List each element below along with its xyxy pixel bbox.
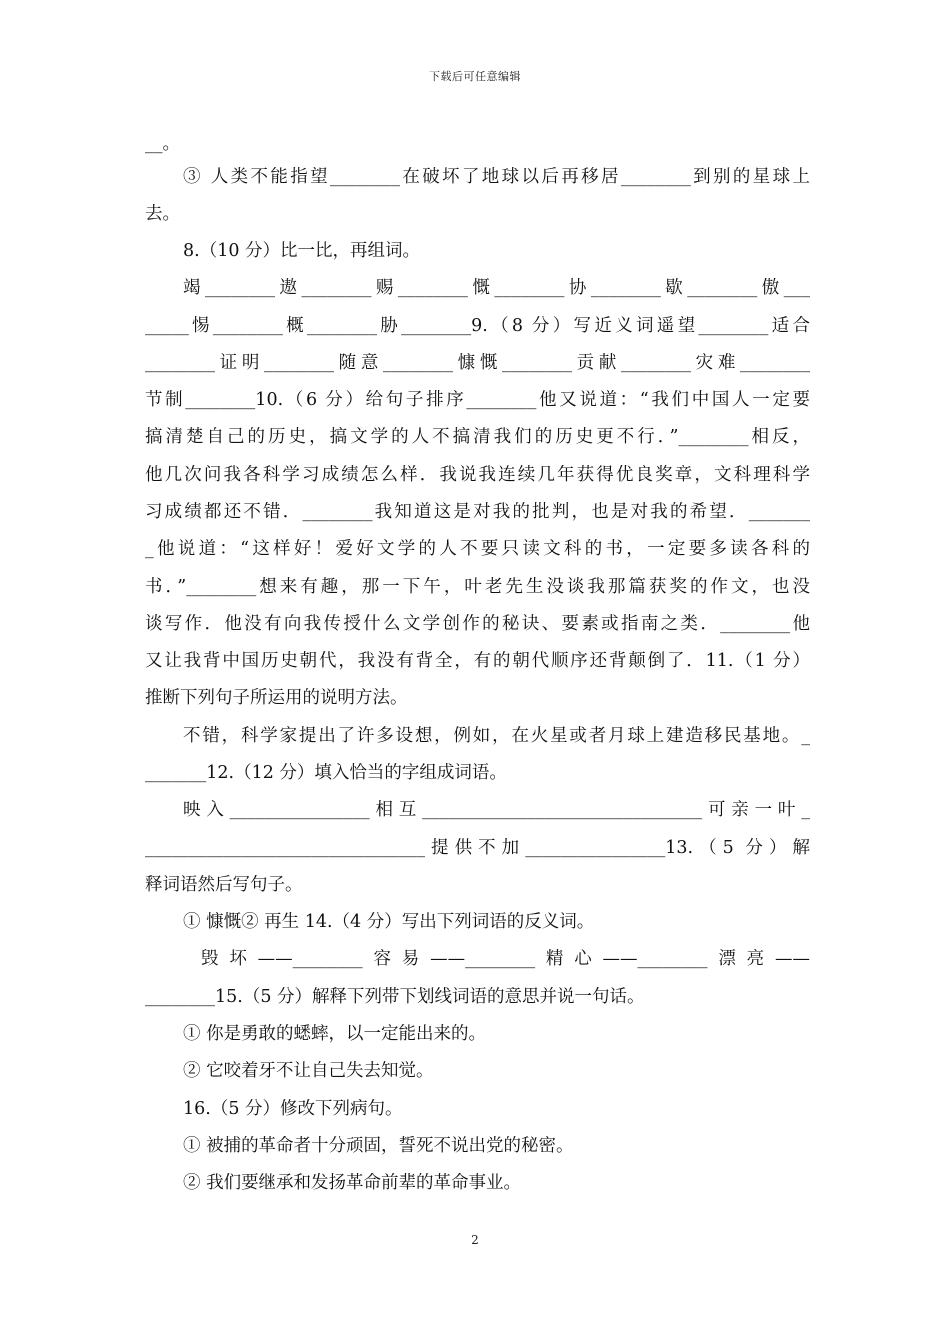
text-line: 搞清楚自己的历史，搞文学的人不搞清我们的历史更不行．”________相反， [145, 427, 810, 447]
text-line: __。 [145, 134, 180, 154]
text-line: 毁坏——________容易——________精心——________漂亮—— [201, 949, 810, 969]
text-line: ② 它咬着牙不让自己失去知觉。 [183, 1061, 434, 1081]
text-line: _____惕________概________胁________9.（8 分）写近义词遥望________适合 [145, 316, 810, 336]
text-line: ① 慷慨② 再生 14.（4 分）写出下列词语的反义词。 [183, 912, 595, 932]
text-line: 去。 [145, 204, 180, 224]
text-line: ________证明________随意________慷慨________贡献________灾难________ [145, 353, 810, 373]
text-line: 他几次问我各科学习成绩怎么样．我说我连续几年获得优良奖章，文科理科学 [145, 465, 810, 485]
text-line: ② 我们要继承和发扬革命前辈的革命事业。 [183, 1173, 522, 1193]
page-header: 下载后可任意编辑 [429, 70, 521, 83]
question-heading: 16.（5 分）修改下列病句。 [183, 1099, 403, 1119]
text-line: 推断下列句子所运用的说明方法。 [145, 688, 408, 708]
text-line: 竭________遨________赐________慨________协________歇________傲___ [183, 278, 810, 298]
text-line: ③ 人类不能指望________在破坏了地球以后再移居________到别的星球上 [183, 167, 810, 187]
text-line: 节制________10.（6 分）给句子排序________他又说道：“我们中国人一定要 [145, 390, 810, 410]
text-line: ________15.（5 分）解释下列带下划线词语的意思并说一句话。 [145, 987, 645, 1007]
text-line: ________________________________提供不加________________13.（5 分）解 [145, 838, 810, 858]
text-line: 又让我背中国历史朝代，我没有背全，有的朝代顺序还背颠倒了．11.（1 分） [145, 651, 810, 671]
text-line: _他说道：“这样好！爱好文学的人不要只读文科的书，一定要多读各科的 [145, 539, 810, 559]
question-heading: 8.（10 分）比一比，再组词。 [183, 241, 421, 261]
text-line: 习成绩都还不错．________我知道这是对我的批判，也是对我的希望．_______ [145, 502, 810, 522]
text-line: 书．”________想来有趣，那一下午，叶老先生没谈我那篇获奖的作文，也没 [145, 577, 810, 597]
text-line: ① 你是勇敢的蟋蟀，以一定能出来的。 [183, 1024, 487, 1044]
text-line: 谈写作．他没有向我传授什么文学创作的秘诀、要素或指南之类．________他 [145, 614, 810, 634]
page-number: 2 [471, 1233, 479, 1247]
text-line: 不错，科学家提出了许多设想，例如，在火星或者月球上建造移民基地。_ [183, 726, 810, 746]
text-line: _______12.（12 分）填入恰当的字组成词语。 [145, 763, 507, 783]
text-line: 映入________________相互________________________________可亲一叶_ [183, 800, 810, 820]
text-line: ① 被捕的革命者十分顽固，誓死不说出党的秘密。 [183, 1136, 574, 1156]
text-line: 释词语然后写句子。 [145, 875, 303, 895]
